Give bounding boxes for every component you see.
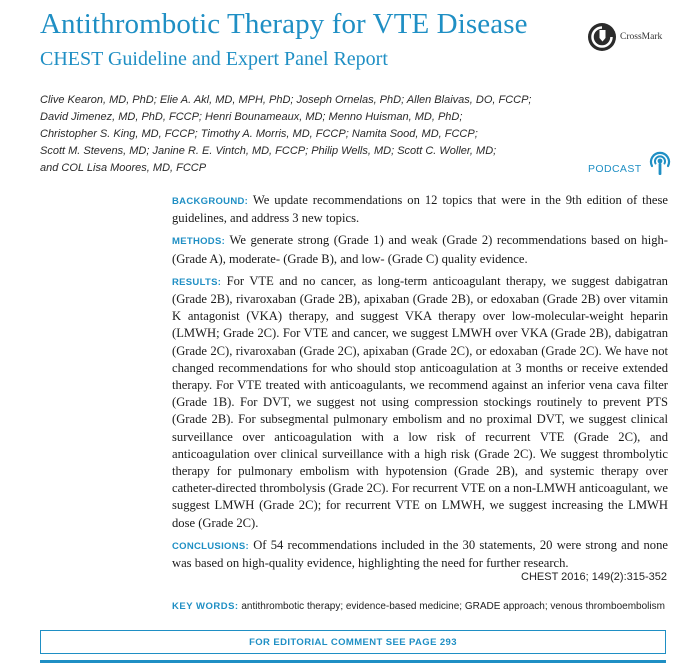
- background-text: We update recommendations on 12 topics that were in the 9th edition of these guidelines, and address 3 new topics.: [172, 193, 669, 226]
- author-line: Scott M. Stevens, MD; Janine R. E. Vintch, MD, FCCP; Philip Wells, MD; Scott C. Woller, MD;: [40, 145, 497, 158]
- podcast-link[interactable]: [588, 148, 674, 178]
- abstract-background: [172, 192, 668, 227]
- crossmark-label: CrossMark: [620, 32, 663, 42]
- crossmark-badge[interactable]: [587, 22, 662, 52]
- abstract-methods: [172, 232, 668, 267]
- crossmark-icon: [587, 22, 617, 52]
- author-line: Clive Kearon, MD, PhD; Elie A. Akl, MD, MPH, PhD; Joseph Ornelas, PhD; Allen Blaivas, DO, FCCP;: [40, 94, 532, 106]
- keywords-label: KEY WORDS:: [172, 601, 239, 612]
- methods-label: METHODS:: [172, 236, 226, 248]
- podcast-label: PODCAST: [588, 163, 642, 175]
- results-text: For VTE and no cancer, as long-term anticoagulant therapy, we suggest dabigatran (Grade 2B), rivaroxaban (Grade 2B), apixaban (Grade 2B), or edoxaban (Grade 2B) over vitamin K antagonist (VKA) therapy, and suggest VKA therapy over low-molecular-weight heparin (LMWH; Grade 2C). For VTE and cancer, we suggest LMWH over VKA (Grade 2B), dabigatran (Grade 2C), rivaroxaban (Grade 2C), apixaban (Grade 2C), or edoxaban (Grade 2C). We have not changed recommendations for who should stop anticoagulation at 3 months or receive extended therapy. For VTE treated with anticoagulants, we recommend against an inferior vena cava filter (Grade 1B). For DVT, we suggest not using compression stockings routinely to prevent PTS (Grade 2B). For subsegmental pulmonary embolism and no proximal DVT, we suggest clinical surveillance over anticoagulation with a low risk of recurrent VTE (Grade 2C), and anticoagulation over clinical surveillance with a high risk (Grade 2C). We suggest thrombolytic therapy for pulmonary embolism with hypotension (Grade 2B), and systemic therapy over catheter-directed thrombolysis (Grade 2C). For recurrent VTE on a non-LMWH anticoagulant, we suggest LMWH (Grade 2C); for recurrent VTE on LMWH, we suggest increasing the LMWH dose (Grade 2C).: [172, 273, 668, 530]
- article-subtitle: CHEST Guideline and Expert Panel Report: [40, 48, 388, 70]
- results-label: RESULTS:: [172, 276, 222, 288]
- keywords-text: antithrombotic therapy; evidence-based medicine; GRADE approach; venous thromboembolism: [241, 601, 665, 612]
- author-list: [40, 92, 580, 177]
- author-line: David Jimenez, MD, PhD, FCCP; Henri Bounameaux, MD; Menno Huisman, MD, PhD;: [40, 111, 463, 124]
- conclusions-text: Of 54 recommendations included in the 30 statements, 20 were strong and none was based on high-quality evidence, highlighting the need for further research.: [172, 537, 668, 571]
- abstract-conclusions: [172, 537, 668, 572]
- author-line: Christopher S. King, MD, FCCP; Timothy A. Morris, MD, FCCP; Namita Sood, MD, FCCP;: [40, 128, 478, 141]
- bottom-rule: [40, 660, 666, 663]
- author-line: and COL Lisa Moores, MD, FCCP: [40, 162, 207, 175]
- abstract-results: [172, 273, 668, 532]
- keywords: [172, 600, 668, 613]
- abstract: [172, 192, 668, 577]
- article-title: Antithrombotic Therapy for VTE Disease: [40, 8, 528, 40]
- background-label: BACKGROUND:: [172, 196, 249, 207]
- conclusions-label: CONCLUSIONS:: [172, 540, 249, 552]
- editorial-comment-link[interactable]: FOR EDITORIAL COMMENT SEE PAGE 293: [40, 630, 666, 654]
- journal-citation: CHEST 2016; 149(2):315-352: [521, 571, 667, 583]
- podcast-icon: [646, 148, 674, 178]
- methods-text: We generate strong (Grade 1) and weak (Grade 2) recommendations based on high- (Grade A), moderate- (Grade B), and low- (Grade C) quality evidence.: [172, 233, 668, 266]
